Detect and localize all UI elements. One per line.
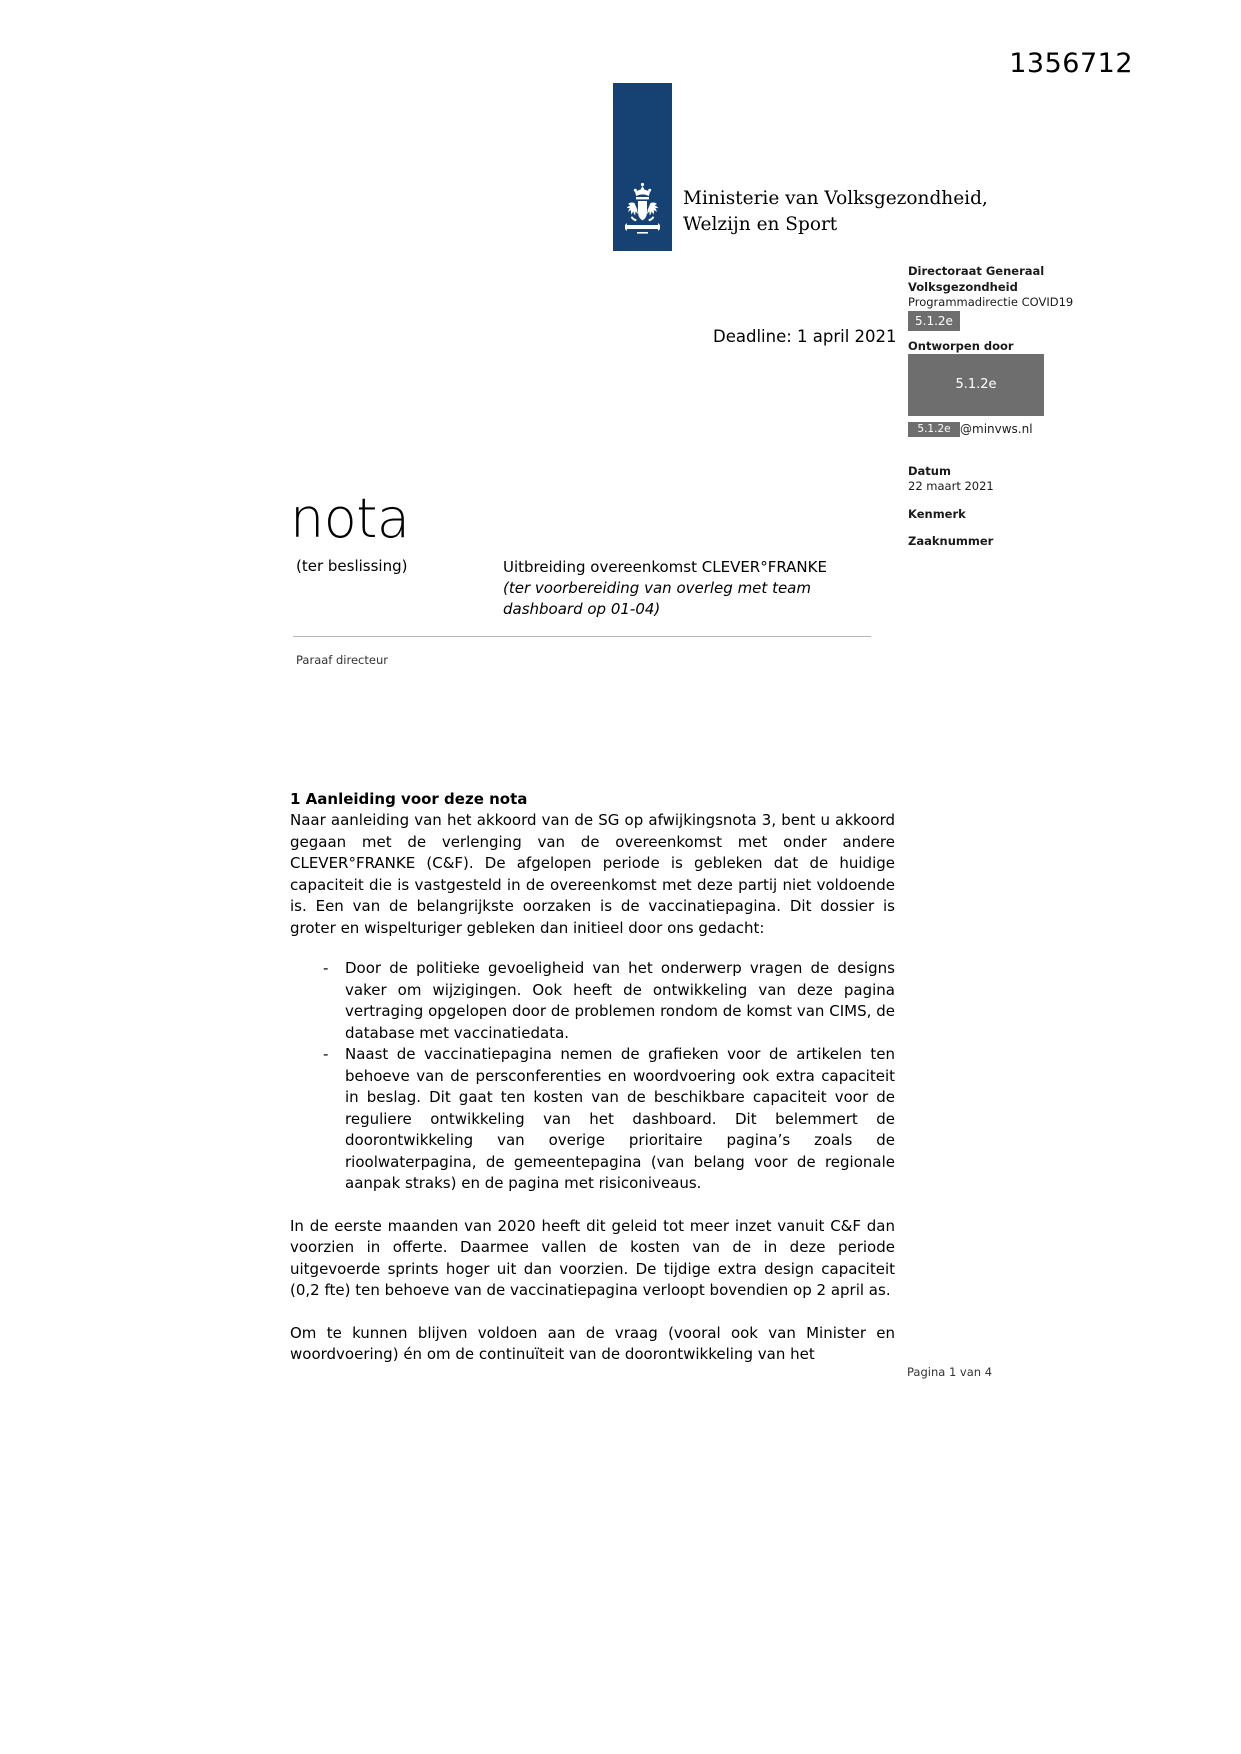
subject-line: Uitbreiding overeenkomst CLEVER°FRANKE xyxy=(503,558,827,576)
list-item xyxy=(323,1044,895,1195)
ministry-name-line2: Welzijn en Sport xyxy=(683,214,838,235)
nota-kind: (ter beslissing) xyxy=(296,557,408,575)
deadline-text: Deadline: 1 april 2021 xyxy=(713,327,897,346)
email-domain: @minvws.nl xyxy=(960,422,1033,436)
redaction-box-1 xyxy=(908,311,1123,331)
list-item-text: Door de politieke gevoeligheid van het onderwerp vragen de designs vaker om wijzigingen. Ook heeft de ontwikkeling van deze pagina vertraging opgelopen door de problemen rondom de komst van CIMS, de database met vaccinatiedata. xyxy=(345,959,895,1042)
subject-block xyxy=(503,557,893,620)
dutch-coat-of-arms-icon xyxy=(613,178,672,251)
zaaknummer-label: Zaaknummer xyxy=(908,534,994,548)
directorate-line2: Volksgezondheid xyxy=(908,279,1018,294)
ministry-name-line1: Ministerie van Volksgezondheid, xyxy=(683,188,988,209)
list-item-text: Naast de vaccinatiepagina nemen de grafieken voor de artikelen ten behoeve van de persconferenties en woordvoering ook extra capaciteit in beslag. Dit gaat ten kosten van de beschikbare capaciteit voor de reguliere ontwikkeling van het dashboard. Dit belemmert de doorontwikkeling van overige prioritaire pagina’s zoals de rioolwaterpagina, de gemeentepagina (van belang voor de regionale aanpak straks) en de pagina met risiconiveaus. xyxy=(345,1045,895,1192)
page-sheet xyxy=(85,0,1155,1427)
redaction-label-2: 5.1.2e xyxy=(955,377,997,393)
paraaf-directeur-label: Paraaf directeur xyxy=(296,653,388,667)
program-directorate: Programmadirectie COVID19 xyxy=(908,295,1074,309)
bullet-mark: - xyxy=(323,1045,329,1063)
date-label: Datum xyxy=(908,463,951,478)
bullet-mark: - xyxy=(323,959,329,977)
metadata-block xyxy=(908,264,1123,550)
date-value: 22 maart 2021 xyxy=(908,479,994,493)
page-footer: Pagina 1 van 4 xyxy=(907,1365,993,1379)
paragraph-2: In de eerste maanden van 2020 heeft dit geleid tot meer inzet vanuit C&F dan voorzien in offerte. Daarmee vallen de kosten van de in deze periode uitgevoerde sprints hoger uit dan voorzien. De tijdige extra design capaciteit (0,2 fte) ten behoeve van de vaccinatiepagina verloopt bovendien op 2 april as. xyxy=(290,1216,895,1299)
document-number: 1356712 xyxy=(1009,48,1133,79)
kenmerk-label: Kenmerk xyxy=(908,506,966,521)
redaction-label-1: 5.1.2e xyxy=(908,311,960,331)
bullet-list xyxy=(290,958,895,1195)
section-heading: 1 Aanleiding voor deze nota xyxy=(290,790,528,808)
paragraph-1: Naar aanleiding van het akkoord van de SG op afwijkingsnota 3, bent u akkoord gegaan met de verlenging van de overeenkomst met onder andere CLEVER°FRANKE (C&F). De afgelopen periode is gebleken dat de huidige capaciteit die is vastgesteld in de overeenkomst met deze partij niet voldoende is. Een van de belangrijkste oorzaken is de vaccinatiepagina. Dit dossier is groter en wispelturiger gebleken dan initieel door ons gedacht: xyxy=(290,811,895,937)
list-item xyxy=(323,958,895,1044)
designed-by-label: Ontworpen door xyxy=(908,338,1014,353)
document-body xyxy=(290,788,895,1366)
redaction-label-email: 5.1.2e xyxy=(908,422,960,437)
directorate-line1: Directoraat Generaal xyxy=(908,264,1045,278)
divider xyxy=(293,636,871,637)
email-line xyxy=(908,422,1123,438)
redaction-box-2 xyxy=(908,354,1044,416)
ministry-name xyxy=(683,186,988,238)
page-title: nota xyxy=(290,487,410,550)
subject-subline: (ter voorbereiding van overleg met team dashboard op 01-04) xyxy=(503,579,811,618)
paragraph-3: Om te kunnen blijven voldoen aan de vraag (vooral ook van Minister en woordvoering) én om de continuïteit van de doorontwikkeling van het xyxy=(290,1323,895,1363)
